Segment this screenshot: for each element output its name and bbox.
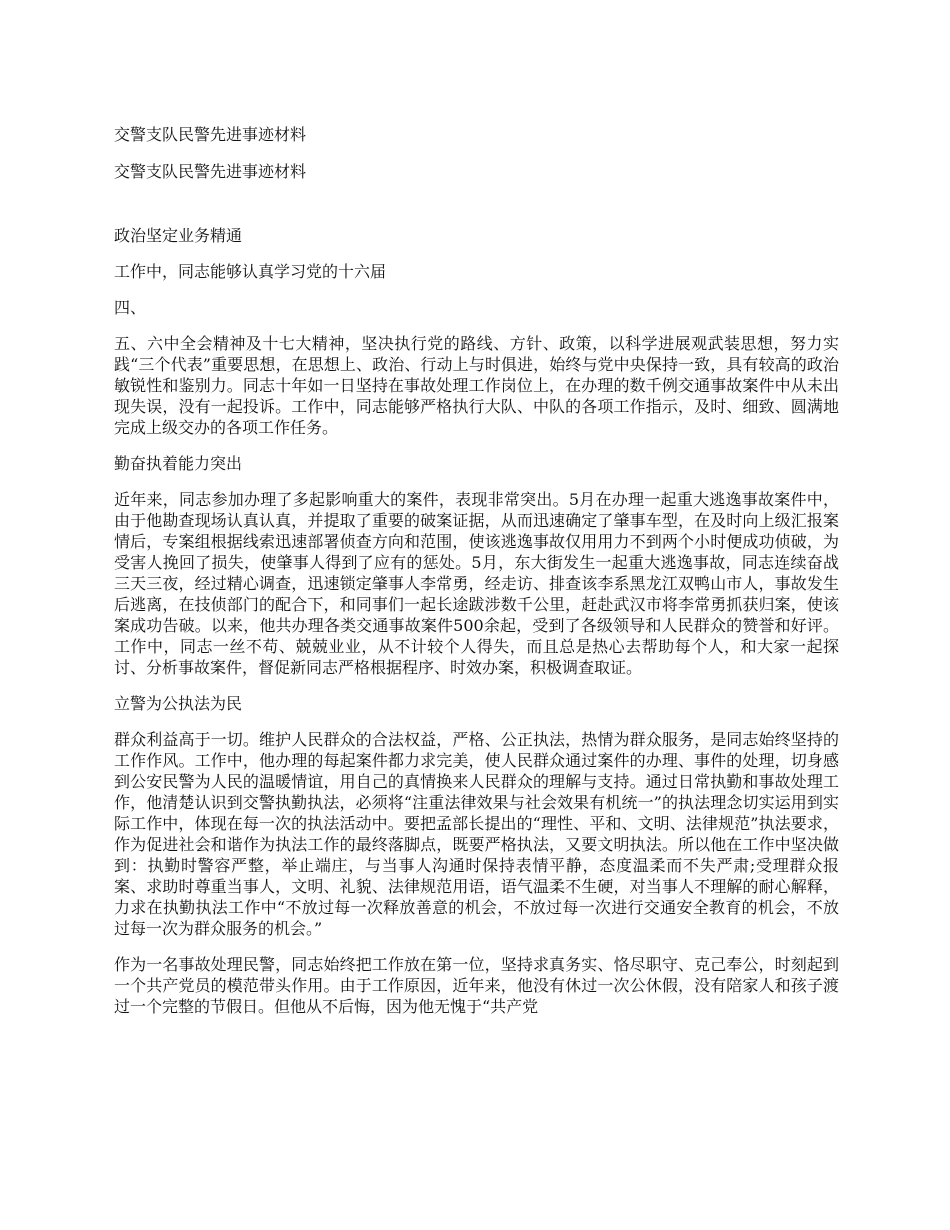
paragraph-politics: 五、六中全会精神及十七大精神，坚决执行党的路线、方针、政策，以科学进展观武装思想，努力实践“三个代表”重要思想，在思想上、政治、行动上与时俱进，始终与党中央保持一致，具有较高的政治敏锐性和鉴别力。同志十年如一日坚持在事故处理工作岗位上，在办理的数千例交通事故案件中从未出现失误，没有一起投诉。工作中，同志能够严格执行大队、中队的各项工作指示，及时、细致、圆满地完成上级交办的各项工作任务。 <box>114 334 839 437</box>
spacer <box>114 678 839 693</box>
spacer <box>114 282 839 297</box>
spacer <box>114 318 839 333</box>
spacer <box>114 438 839 453</box>
spacer <box>114 714 839 729</box>
paragraph-public-service: 群众利益高于一切。维护人民群众的合法权益，严格、公正执法，热情为群众服务，是同志始终坚持的工作作风。工作中，他办理的每起案件都力求完美，使人民群众通过案件的办理、事件的处理，切身感到公安民警为人民的温暖情谊，用自己的真情换来人民群众的理解与支持。通过日常执勤和事故处理工作，他清楚认识到交警执勤执法，必须将“注重法律效果与社会效果有机统一”的执法理念切实运用到实际工作中，体现在每一次的执法活动中。要把孟部长提出的“理性、平和、文明、法律规范”执法要求，作为促进社会和谐作为执法工作的最终落脚点，既要严格执法，又要文明执法。所以他在工作中坚决做到：执勤时警容严整，举止端庄，与当事人沟通时保持表情平静，态度温柔而不失严肃;受理群众报案、求助时尊重当事人，文明、礼貌、法律规范用语，语气温柔不生硬，对当事人不理解的耐心解释，力求在执勤执法工作中“不放过每一次释放善意的机会，不放过每一次进行交通安全教育的机会，不放过每一次为群众服务的机会。” <box>114 730 839 938</box>
spacer <box>114 182 839 225</box>
document-page <box>114 124 839 1017</box>
document-title: 交警支队民警先进事迹材料 <box>114 125 307 144</box>
section-heading-diligence: 勤奋执着能力突出 <box>114 454 243 473</box>
spacer <box>114 939 839 954</box>
spacer <box>114 145 839 161</box>
section-intro: 工作中，同志能够认真学习党的十六届 <box>114 262 387 281</box>
section-heading-public-service: 立警为公执法为民 <box>114 694 243 713</box>
spacer <box>114 474 839 489</box>
spacer <box>114 246 839 261</box>
paragraph-diligence: 近年来，同志参加办理了多起影响重大的案件，表现非常突出。5月在办理一起重大逃逸事故案件中，由于他勘查现场认真认真，并提取了重要的破案证据，从而迅速确定了肇事车型，在及时向上级汇报案情后，专案组根据线索迅速部署侦查方向和范围，使该逃逸事故仅用用力不到两个小时便成功侦破，为受害人挽回了损失，使肇事人得到了应有的惩处。5月，东大街发生一起重大逃逸事故，同志连续奋战三天三夜，经过精心调查，迅速锁定肇事人李常勇，经走访、排查该李系黑龙江双鸭山市人，事故发生后逃离，在技侦部门的配合下，和同事们一起长途跋涉数千公里，赶赴武汉市将李常勇抓获归案，使该案成功告破。以来，他共办理各类交通事故案件500余起，受到了各级领导和人民群众的赞誉和好评。工作中，同志一丝不苟、兢兢业业，从不计较个人得失，而且总是热心去帮助每个人，和大家一起探讨、分析事故案件，督促新同志严格根据程序、时效办案，积极调查取证。 <box>114 490 839 677</box>
section-heading-politics: 政治坚定业务精通 <box>114 226 243 245</box>
paragraph-dedication: 作为一名事故处理民警，同志始终把工作放在第一位，坚持求真务实、恪尽职守、克己奉公，时刻起到一个共产党员的模范带头作用。由于工作原因，近年来，他没有休过一次公休假，没有陪家人和孩子渡过一个完整的节假日。但他从不后悔，因为他无愧于“共产党 <box>114 955 839 1016</box>
section-marker: 四、 <box>114 298 147 317</box>
document-title-repeat: 交警支队民警先进事迹材料 <box>114 162 307 181</box>
